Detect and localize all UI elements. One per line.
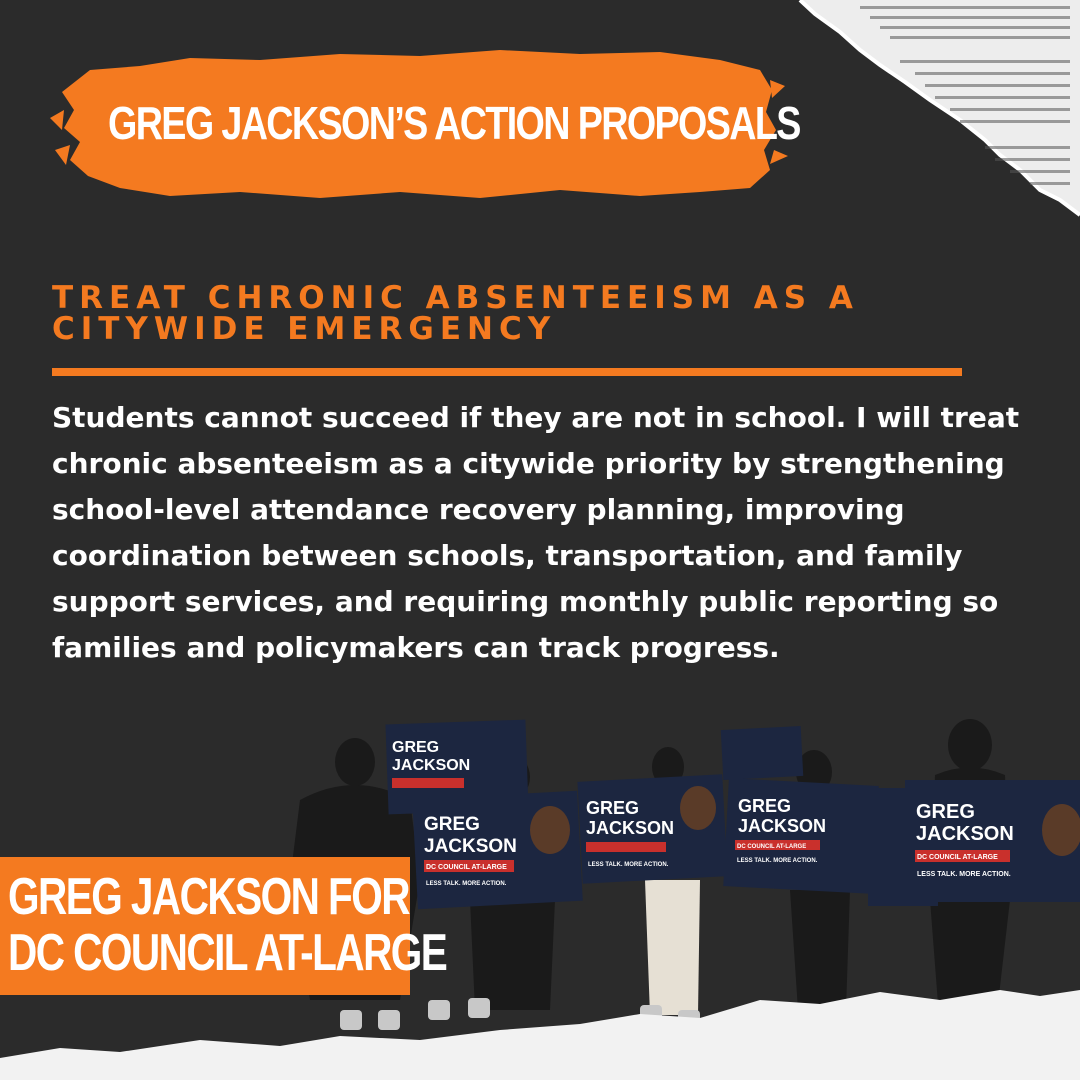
campaign-label-line2: DC COUNCIL AT-LARGE xyxy=(8,924,447,982)
campaign-label-box xyxy=(0,857,447,995)
proposal-heading xyxy=(52,280,1012,347)
campaign-label-line1: GREG JACKSON FOR xyxy=(8,868,409,926)
sign-4-office: DC COUNCIL AT-LARGE xyxy=(737,844,807,850)
sign-5-slogan: LESS TALK. MORE ACTION. xyxy=(917,871,1011,878)
sign-4 xyxy=(721,726,879,894)
proposal-body: Students cannot succeed if they are not in school. I will treat chronic absenteeism as a citywide priority by strengthening school-level attendance recovery planning, improving coordination between schools, transportation, and family support services, and requiring monthly public reporting so families and policymakers can track progress. xyxy=(52,401,1020,664)
sign-2-slogan: LESS TALK. MORE ACTION. xyxy=(426,881,507,887)
sign-3-name2: JACKSON xyxy=(586,818,675,838)
sign-3 xyxy=(577,774,727,883)
sign-4-name1: GREG xyxy=(738,796,792,816)
sign-5-office: DC COUNCIL AT-LARGE xyxy=(917,854,998,861)
sign-2 xyxy=(412,791,583,909)
sign-2-name1: GREG xyxy=(424,814,480,835)
sign-3-name1: GREG xyxy=(586,798,640,818)
sign-5-name2: JACKSON xyxy=(916,823,1014,845)
sign-4-slogan: LESS TALK. MORE ACTION. xyxy=(737,858,818,864)
sign-5-name1: GREG xyxy=(916,801,975,823)
sign-2-office: DC COUNCIL AT-LARGE xyxy=(426,864,507,871)
sign-3-slogan: LESS TALK. MORE ACTION. xyxy=(588,862,669,868)
proposal-heading-line2: CITYWIDE EMERGENCY xyxy=(52,311,557,347)
sign-4-name2: JACKSON xyxy=(738,816,827,836)
sign-5 xyxy=(868,780,1080,906)
heading-divider xyxy=(52,368,962,376)
sign-1-name2: JACKSON xyxy=(392,757,471,774)
sign-2-name2: JACKSON xyxy=(424,836,517,857)
sign-1-name1: GREG xyxy=(392,739,440,756)
proposal-heading-line1: TREAT CHRONIC ABSENTEEISM AS A xyxy=(52,280,859,316)
header-title: GREG JACKSON’S ACTION PROPOSALS xyxy=(108,97,800,149)
